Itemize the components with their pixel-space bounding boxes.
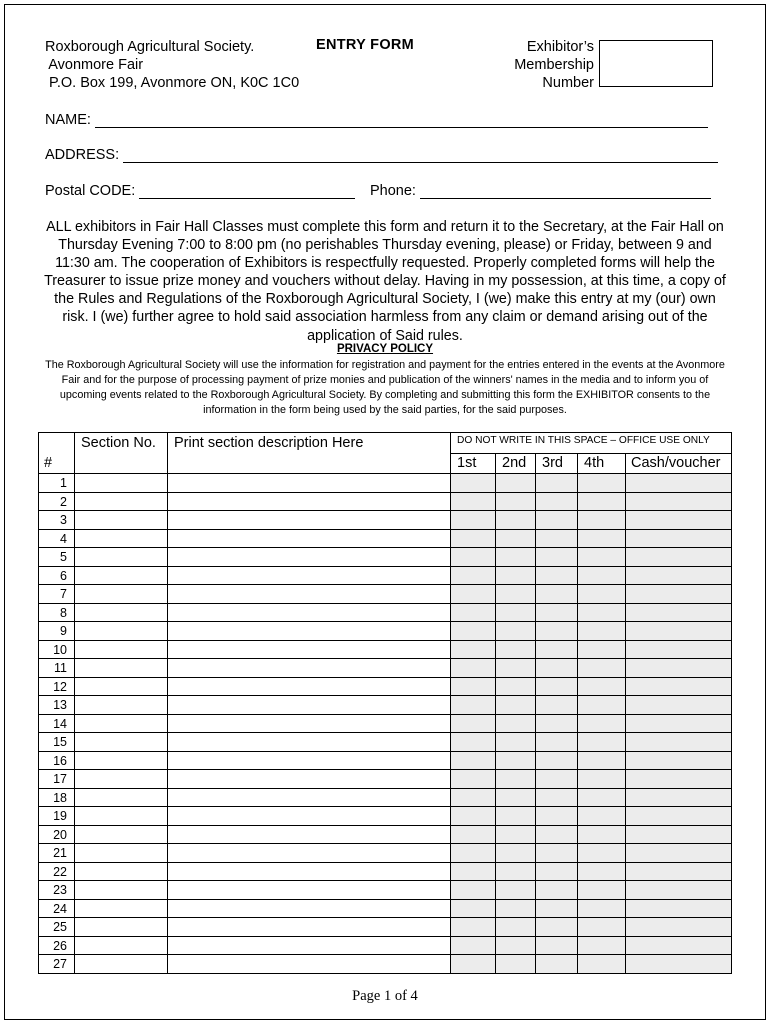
row-number: 1 xyxy=(60,476,67,490)
cash-voucher-cell[interactable] xyxy=(625,751,732,771)
row-num-cell xyxy=(38,714,75,734)
row-num-cell xyxy=(38,603,75,623)
fourth-place-cell[interactable] xyxy=(577,473,626,493)
cash-voucher-cell[interactable] xyxy=(625,732,732,752)
section-no-cell[interactable] xyxy=(74,677,168,697)
third-place-cell[interactable] xyxy=(535,788,578,808)
second-place-cell[interactable] xyxy=(495,584,536,604)
fourth-place-cell[interactable] xyxy=(577,880,626,900)
fourth-place-cell[interactable] xyxy=(577,954,626,974)
cash-voucher-cell[interactable] xyxy=(625,510,732,530)
third-place-cell[interactable] xyxy=(535,584,578,604)
third-place-cell[interactable] xyxy=(535,751,578,771)
fourth-place-cell[interactable] xyxy=(577,732,626,752)
row-num-cell xyxy=(38,492,75,512)
description-cell[interactable] xyxy=(167,899,451,919)
row-num-cell xyxy=(38,806,75,826)
row-number: 8 xyxy=(60,605,67,620)
third-place-cell[interactable] xyxy=(535,510,578,530)
second-place-cell[interactable] xyxy=(495,510,536,530)
second-place-cell[interactable] xyxy=(495,677,536,697)
third-place-cell[interactable] xyxy=(535,862,578,882)
description-cell[interactable] xyxy=(167,547,451,567)
section-no-cell[interactable] xyxy=(74,862,168,882)
section-no-cell[interactable] xyxy=(74,917,168,937)
row-number: 27 xyxy=(53,957,67,971)
num-header: # xyxy=(44,455,53,471)
col-1st-header-cell xyxy=(450,453,496,474)
description-cell[interactable] xyxy=(167,603,451,623)
page-number: Page 1 of 4 xyxy=(352,988,418,1004)
first-place-cell[interactable] xyxy=(450,954,496,974)
section-no-cell[interactable] xyxy=(74,492,168,512)
col-4th-header: 4th xyxy=(584,455,605,471)
third-place-cell[interactable] xyxy=(535,492,578,512)
first-place-cell[interactable] xyxy=(450,547,496,567)
section-no-cell[interactable] xyxy=(74,529,168,549)
description-cell[interactable] xyxy=(167,862,451,882)
section-no-cell[interactable] xyxy=(74,936,168,956)
row-number: 26 xyxy=(53,938,67,953)
cash-voucher-cell[interactable] xyxy=(625,769,732,789)
membership-line-3: Number xyxy=(542,75,594,91)
section-no-cell[interactable] xyxy=(74,473,168,493)
cash-voucher-cell[interactable] xyxy=(625,862,732,882)
third-place-cell[interactable] xyxy=(535,714,578,734)
first-place-cell[interactable] xyxy=(450,621,496,641)
row-number: 10 xyxy=(53,642,67,657)
second-place-cell[interactable] xyxy=(495,621,536,641)
cash-voucher-cell[interactable] xyxy=(625,880,732,900)
description-cell[interactable] xyxy=(167,751,451,771)
fourth-place-cell[interactable] xyxy=(577,714,626,734)
instructions-paragraph: ALL exhibitors in Fair Hall Classes must complete this form and return it to the Secretary, at the Fair Hall on Thursday Evening 7:00 to 8:00 pm (no perishables Thursday evening, please) or Friday, between 9 and 11:30 am. The cooperation of Exhibitors is respectfully requested. Properly completed forms will help the Treasurer to issue prize money and vouchers without delay. Having in my possession, at this time, a copy of the Rules and Regulations of the Roxborough Agricultural Society, I (we) make this entry at my (our) own risk. I (we) further agree to hold said association harmless from any claim or demand arising out of the application of Said rules. xyxy=(44,219,726,344)
name-field xyxy=(45,112,708,128)
first-place-cell[interactable] xyxy=(450,529,496,549)
description-cell[interactable] xyxy=(167,769,451,789)
row-number: 19 xyxy=(53,809,67,823)
description-cell[interactable] xyxy=(167,954,451,974)
first-place-cell[interactable] xyxy=(450,769,496,789)
second-place-cell[interactable] xyxy=(495,658,536,678)
first-place-cell[interactable] xyxy=(450,584,496,604)
third-place-cell[interactable] xyxy=(535,640,578,660)
membership-number-box[interactable] xyxy=(599,40,713,87)
row-number: 21 xyxy=(53,846,67,860)
cash-voucher-cell[interactable] xyxy=(625,621,732,641)
section-no-cell[interactable] xyxy=(74,584,168,604)
first-place-cell[interactable] xyxy=(450,566,496,586)
third-place-cell[interactable] xyxy=(535,695,578,715)
second-place-cell[interactable] xyxy=(495,825,536,845)
cash-voucher-cell[interactable] xyxy=(625,714,732,734)
section-no-cell[interactable] xyxy=(74,658,168,678)
row-num-cell xyxy=(38,732,75,752)
description-cell[interactable] xyxy=(167,880,451,900)
description-cell[interactable] xyxy=(167,510,451,530)
cash-voucher-cell[interactable] xyxy=(625,806,732,826)
cash-voucher-cell[interactable] xyxy=(625,954,732,974)
description-cell[interactable] xyxy=(167,806,451,826)
description-cell[interactable] xyxy=(167,825,451,845)
description-cell[interactable] xyxy=(167,732,451,752)
section-no-cell[interactable] xyxy=(74,825,168,845)
description-cell[interactable] xyxy=(167,695,451,715)
cash-voucher-cell[interactable] xyxy=(625,658,732,678)
description-cell[interactable] xyxy=(167,492,451,512)
address-field xyxy=(45,147,718,163)
phone-field xyxy=(370,183,711,199)
description-cell[interactable] xyxy=(167,584,451,604)
col-4th-header-cell xyxy=(577,453,626,474)
first-place-cell[interactable] xyxy=(450,677,496,697)
row-number: 15 xyxy=(53,735,67,749)
membership-line-2: Membership xyxy=(514,57,594,73)
num-header-cell xyxy=(38,432,75,474)
section-no-cell[interactable] xyxy=(74,510,168,530)
section-no-cell[interactable] xyxy=(74,751,168,771)
description-header: Print section description Here xyxy=(174,435,364,451)
postal-code-field xyxy=(45,183,355,199)
fourth-place-cell[interactable] xyxy=(577,529,626,549)
third-place-cell[interactable] xyxy=(535,936,578,956)
description-cell[interactable] xyxy=(167,621,451,641)
description-cell[interactable] xyxy=(167,566,451,586)
cash-voucher-cell[interactable] xyxy=(625,695,732,715)
fourth-place-cell[interactable] xyxy=(577,825,626,845)
first-place-cell[interactable] xyxy=(450,492,496,512)
fourth-place-cell[interactable] xyxy=(577,603,626,623)
first-place-cell[interactable] xyxy=(450,732,496,752)
second-place-cell[interactable] xyxy=(495,862,536,882)
second-place-cell[interactable] xyxy=(495,769,536,789)
second-place-cell[interactable] xyxy=(495,732,536,752)
third-place-cell[interactable] xyxy=(535,954,578,974)
cash-voucher-cell[interactable] xyxy=(625,825,732,845)
fourth-place-cell[interactable] xyxy=(577,640,626,660)
row-number: 14 xyxy=(53,716,67,731)
fourth-place-cell[interactable] xyxy=(577,658,626,678)
fourth-place-cell[interactable] xyxy=(577,843,626,863)
cash-voucher-cell[interactable] xyxy=(625,936,732,956)
row-num-cell xyxy=(38,862,75,882)
cash-voucher-cell[interactable] xyxy=(625,529,732,549)
section-no-cell[interactable] xyxy=(74,806,168,826)
description-cell[interactable] xyxy=(167,677,451,697)
cash-voucher-cell[interactable] xyxy=(625,917,732,937)
section-header-cell xyxy=(74,432,168,474)
row-number: 18 xyxy=(53,790,67,805)
second-place-cell[interactable] xyxy=(495,917,536,937)
first-place-cell[interactable] xyxy=(450,917,496,937)
first-place-cell[interactable] xyxy=(450,936,496,956)
row-number: 2 xyxy=(60,494,67,509)
row-number: 17 xyxy=(53,772,67,786)
org-line-3: P.O. Box 199, Avonmore ON, K0C 1C0 xyxy=(45,75,300,91)
org-line-2: Avonmore Fair xyxy=(45,57,144,73)
first-place-cell[interactable] xyxy=(450,880,496,900)
third-place-cell[interactable] xyxy=(535,566,578,586)
section-no-cell[interactable] xyxy=(74,603,168,623)
third-place-cell[interactable] xyxy=(535,825,578,845)
first-place-cell[interactable] xyxy=(450,825,496,845)
second-place-cell[interactable] xyxy=(495,843,536,863)
cash-voucher-cell[interactable] xyxy=(625,788,732,808)
third-place-cell[interactable] xyxy=(535,732,578,752)
fourth-place-cell[interactable] xyxy=(577,862,626,882)
fourth-place-cell[interactable] xyxy=(577,695,626,715)
cash-voucher-cell[interactable] xyxy=(625,547,732,567)
second-place-cell[interactable] xyxy=(495,806,536,826)
row-num-cell xyxy=(38,547,75,567)
second-place-cell[interactable] xyxy=(495,899,536,919)
phone-input-line[interactable] xyxy=(420,184,711,199)
cash-voucher-cell[interactable] xyxy=(625,492,732,512)
row-number: 12 xyxy=(53,679,67,694)
row-number: 4 xyxy=(60,531,67,546)
name-label: NAME: xyxy=(45,112,91,128)
row-number: 9 xyxy=(60,624,67,638)
description-cell[interactable] xyxy=(167,529,451,549)
second-place-cell[interactable] xyxy=(495,714,536,734)
section-no-cell[interactable] xyxy=(74,621,168,641)
third-place-cell[interactable] xyxy=(535,547,578,567)
row-number: 11 xyxy=(54,661,67,675)
fourth-place-cell[interactable] xyxy=(577,547,626,567)
fourth-place-cell[interactable] xyxy=(577,788,626,808)
first-place-cell[interactable] xyxy=(450,862,496,882)
row-number: 6 xyxy=(60,568,67,583)
second-place-cell[interactable] xyxy=(495,788,536,808)
section-no-cell[interactable] xyxy=(74,788,168,808)
fourth-place-cell[interactable] xyxy=(577,899,626,919)
first-place-cell[interactable] xyxy=(450,843,496,863)
postal-code-label: Postal CODE: xyxy=(45,183,136,199)
section-no-cell[interactable] xyxy=(74,880,168,900)
org-line-1: Roxborough Agricultural Society. xyxy=(45,39,255,55)
col-1st-header: 1st xyxy=(457,455,477,471)
row-number: 22 xyxy=(53,864,67,879)
second-place-cell[interactable] xyxy=(495,492,536,512)
postal-code-input-line[interactable] xyxy=(139,184,355,199)
third-place-cell[interactable] xyxy=(535,529,578,549)
address-input-line[interactable] xyxy=(123,148,718,163)
fourth-place-cell[interactable] xyxy=(577,917,626,937)
fourth-place-cell[interactable] xyxy=(577,806,626,826)
first-place-cell[interactable] xyxy=(450,640,496,660)
row-number: 16 xyxy=(53,753,67,768)
row-number: 13 xyxy=(53,698,67,712)
section-no-cell[interactable] xyxy=(74,640,168,660)
second-place-cell[interactable] xyxy=(495,695,536,715)
col-2nd-header-cell xyxy=(495,453,536,474)
fourth-place-cell[interactable] xyxy=(577,677,626,697)
second-place-cell[interactable] xyxy=(495,880,536,900)
description-cell[interactable] xyxy=(167,473,451,493)
col-3rd-header-cell xyxy=(535,453,578,474)
second-place-cell[interactable] xyxy=(495,751,536,771)
membership-label xyxy=(500,38,594,92)
row-num-cell xyxy=(38,658,75,678)
third-place-cell[interactable] xyxy=(535,677,578,697)
office-use-header-cell xyxy=(450,432,732,454)
row-num-cell xyxy=(38,825,75,845)
row-number: 7 xyxy=(60,587,67,601)
row-num-cell xyxy=(38,917,75,937)
row-num-cell xyxy=(38,695,75,715)
row-number: 20 xyxy=(53,827,67,842)
first-place-cell[interactable] xyxy=(450,510,496,530)
section-no-cell[interactable] xyxy=(74,547,168,567)
row-num-cell xyxy=(38,769,75,789)
description-cell[interactable] xyxy=(167,843,451,863)
col-2nd-header: 2nd xyxy=(502,455,527,471)
row-num-cell xyxy=(38,473,75,493)
fourth-place-cell[interactable] xyxy=(577,510,626,530)
section-no-cell[interactable] xyxy=(74,954,168,974)
row-number: 3 xyxy=(60,513,67,527)
third-place-cell[interactable] xyxy=(535,917,578,937)
row-num-cell xyxy=(38,584,75,604)
third-place-cell[interactable] xyxy=(535,769,578,789)
first-place-cell[interactable] xyxy=(450,473,496,493)
row-num-cell xyxy=(38,954,75,974)
cash-voucher-cell[interactable] xyxy=(625,566,732,586)
section-no-cell[interactable] xyxy=(74,714,168,734)
row-num-cell xyxy=(38,788,75,808)
section-no-cell[interactable] xyxy=(74,695,168,715)
cash-voucher-cell[interactable] xyxy=(625,677,732,697)
description-header-cell xyxy=(167,432,451,474)
section-header: Section No. xyxy=(81,435,156,451)
membership-line-1: Exhibitor’s xyxy=(526,39,594,55)
first-place-cell[interactable] xyxy=(450,695,496,715)
third-place-cell[interactable] xyxy=(535,843,578,863)
row-num-cell xyxy=(38,621,75,641)
section-no-cell[interactable] xyxy=(74,843,168,863)
third-place-cell[interactable] xyxy=(535,806,578,826)
entry-table xyxy=(38,432,732,973)
row-num-cell xyxy=(38,899,75,919)
third-place-cell[interactable] xyxy=(535,658,578,678)
col-cash-voucher-header: Cash/voucher xyxy=(631,455,721,471)
row-number: 24 xyxy=(53,901,67,916)
fourth-place-cell[interactable] xyxy=(577,566,626,586)
phone-label: Phone: xyxy=(370,183,416,199)
row-number: 5 xyxy=(60,550,67,564)
fourth-place-cell[interactable] xyxy=(577,492,626,512)
cash-voucher-cell[interactable] xyxy=(625,899,732,919)
second-place-cell[interactable] xyxy=(495,640,536,660)
cash-voucher-cell[interactable] xyxy=(625,584,732,604)
third-place-cell[interactable] xyxy=(535,880,578,900)
form-title: ENTRY FORM xyxy=(316,37,415,53)
office-use-note: DO NOT WRITE IN THIS SPACE – OFFICE USE ONLY xyxy=(457,435,710,446)
section-no-cell[interactable] xyxy=(74,769,168,789)
third-place-cell[interactable] xyxy=(535,899,578,919)
section-no-cell[interactable] xyxy=(74,899,168,919)
organization-address xyxy=(45,38,299,92)
row-num-cell xyxy=(38,529,75,549)
description-cell[interactable] xyxy=(167,640,451,660)
third-place-cell[interactable] xyxy=(535,473,578,493)
cash-voucher-cell[interactable] xyxy=(625,640,732,660)
first-place-cell[interactable] xyxy=(450,714,496,734)
row-num-cell xyxy=(38,843,75,863)
row-num-cell xyxy=(38,510,75,530)
row-num-cell xyxy=(38,880,75,900)
row-num-cell xyxy=(38,640,75,660)
first-place-cell[interactable] xyxy=(450,658,496,678)
second-place-cell[interactable] xyxy=(495,954,536,974)
second-place-cell[interactable] xyxy=(495,936,536,956)
fourth-place-cell[interactable] xyxy=(577,584,626,604)
privacy-policy-title: PRIVACY POLICY xyxy=(336,343,434,355)
fourth-place-cell[interactable] xyxy=(577,936,626,956)
cash-voucher-cell[interactable] xyxy=(625,843,732,863)
row-num-cell xyxy=(38,936,75,956)
row-num-cell xyxy=(38,566,75,586)
address-label: ADDRESS: xyxy=(45,147,120,163)
fourth-place-cell[interactable] xyxy=(577,621,626,641)
second-place-cell[interactable] xyxy=(495,473,536,493)
first-place-cell[interactable] xyxy=(450,806,496,826)
col-cash-voucher-header-cell xyxy=(625,453,732,474)
row-number: 23 xyxy=(53,883,67,897)
section-no-cell[interactable] xyxy=(74,732,168,752)
section-no-cell[interactable] xyxy=(74,566,168,586)
third-place-cell[interactable] xyxy=(535,621,578,641)
second-place-cell[interactable] xyxy=(495,566,536,586)
first-place-cell[interactable] xyxy=(450,899,496,919)
second-place-cell[interactable] xyxy=(495,547,536,567)
description-cell[interactable] xyxy=(167,788,451,808)
first-place-cell[interactable] xyxy=(450,603,496,623)
cash-voucher-cell[interactable] xyxy=(625,603,732,623)
row-number: 25 xyxy=(53,920,67,934)
fourth-place-cell[interactable] xyxy=(577,751,626,771)
description-cell[interactable] xyxy=(167,658,451,678)
second-place-cell[interactable] xyxy=(495,529,536,549)
description-cell[interactable] xyxy=(167,917,451,937)
privacy-policy-text: The Roxborough Agricultural Society will use the information for registration and payment for the entries entered in the events at the Avonmore Fair and for the purpose of processing payment of prize monies and publication of the winners' names in the media and to inform you of upcoming events related to the Roxborough Agricultural Society. By completing and submitting this form the EXHIBITOR consents to the information in the form being used by the said parties, for the said purposes. xyxy=(45,359,725,416)
second-place-cell[interactable] xyxy=(495,603,536,623)
name-input-line[interactable] xyxy=(95,113,708,128)
fourth-place-cell[interactable] xyxy=(577,769,626,789)
first-place-cell[interactable] xyxy=(450,751,496,771)
third-place-cell[interactable] xyxy=(535,603,578,623)
col-3rd-header: 3rd xyxy=(542,455,563,471)
description-cell[interactable] xyxy=(167,936,451,956)
cash-voucher-cell[interactable] xyxy=(625,473,732,493)
first-place-cell[interactable] xyxy=(450,788,496,808)
description-cell[interactable] xyxy=(167,714,451,734)
row-num-cell xyxy=(38,677,75,697)
row-num-cell xyxy=(38,751,75,771)
